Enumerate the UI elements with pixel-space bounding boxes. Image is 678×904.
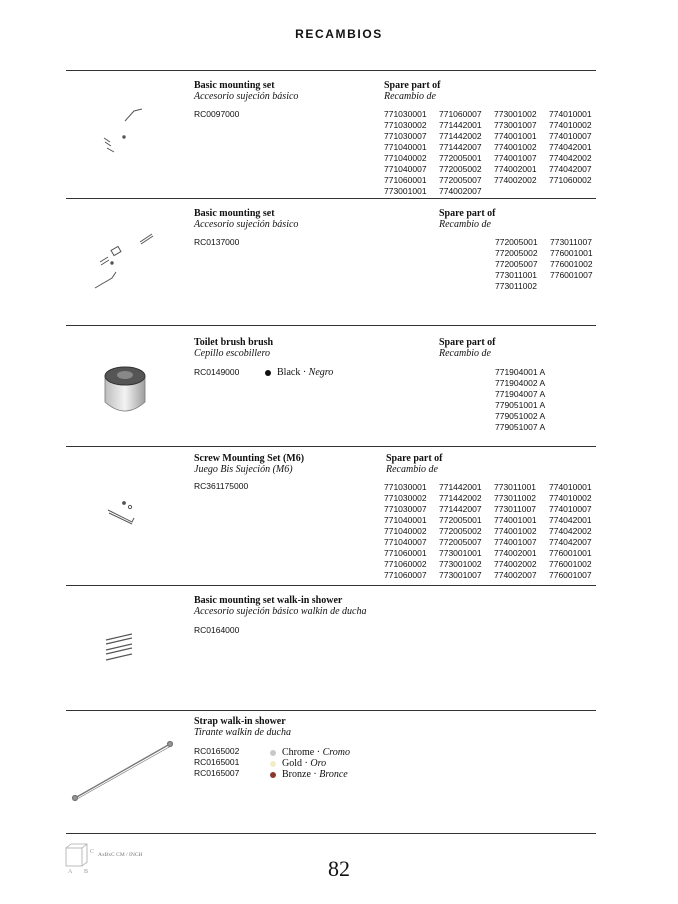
part-number: 771040002 — [384, 526, 427, 536]
finish-name-es: Cromo — [322, 747, 350, 758]
color-swatch — [265, 370, 271, 376]
part-number: 771030007 — [384, 504, 427, 514]
spare-part-subtitle: Recambio de — [384, 91, 436, 102]
finish-separator: · — [302, 758, 311, 769]
part-number: 774002001 — [494, 548, 537, 558]
mounting-set-illustration — [92, 230, 156, 292]
color-swatch — [270, 772, 276, 778]
product-subtitle: Cepillo escobillero — [194, 348, 271, 359]
part-number: 771442001 — [439, 120, 482, 130]
part-number: 771060002 — [549, 175, 592, 185]
part-number: 771040007 — [384, 164, 427, 174]
product-subtitle: Accesorio sujeción básico — [194, 91, 299, 102]
finish-name: Bronze — [282, 769, 311, 780]
finish-option-gold — [270, 758, 326, 769]
part-number: 776001007 — [550, 270, 593, 280]
finish-name: Chrome — [282, 747, 315, 758]
part-number: 772005002 — [439, 164, 482, 174]
dimension-legend: AxBxC CM / INCH — [98, 852, 143, 858]
part-number: 776001001 — [550, 248, 593, 258]
part-number: 774010007 — [549, 131, 592, 141]
product-code: RC0137000 — [194, 237, 240, 247]
part-number: 773011001 — [494, 482, 536, 492]
part-number: 772005007 — [439, 537, 482, 547]
part-number: 771442007 — [439, 142, 482, 152]
spare-part-list — [384, 482, 604, 581]
part-number: 776001002 — [549, 559, 592, 569]
part-number: 771060007 — [439, 109, 482, 119]
spare-part-title: Spare part of — [384, 80, 441, 91]
part-number: 774001001 — [494, 515, 537, 525]
finish-separator: · — [310, 769, 320, 780]
dim-label-b: B — [84, 869, 89, 875]
part-number: 774001001 — [494, 131, 537, 141]
finish-name-es: Negro — [308, 367, 334, 378]
part-number: 779051001 A — [495, 400, 546, 410]
part-number: 774042002 — [549, 526, 592, 536]
part-number: 771060001 — [384, 548, 427, 558]
product-subtitle: Tirante walkin de ducha — [194, 727, 291, 738]
dim-label-a: A — [68, 869, 73, 875]
part-number: 774002007 — [439, 186, 482, 196]
part-number: 771904002 A — [495, 378, 546, 388]
part-number: 774001002 — [494, 142, 537, 152]
part-number: 779051002 A — [495, 411, 546, 421]
part-number: 774001007 — [494, 153, 537, 163]
spare-part-title: Spare part of — [439, 337, 496, 348]
part-number: 771904007 A — [495, 389, 546, 399]
spare-part-title: Spare part of — [439, 208, 496, 219]
part-number: 773011001 — [495, 270, 537, 280]
part-number: 776001002 — [550, 259, 593, 269]
spare-part-subtitle: Recambio de — [439, 348, 491, 359]
finish-option-bronze — [270, 769, 348, 780]
part-number: 774010002 — [549, 493, 592, 503]
spare-part-subtitle: Recambio de — [386, 464, 438, 475]
part-number: 771030002 — [384, 120, 427, 130]
part-number: 774042001 — [549, 142, 592, 152]
part-number: 774010007 — [549, 504, 592, 514]
part-number: 773011002 — [494, 493, 536, 503]
finish-name-es: Bronce — [319, 769, 348, 780]
part-number: 771040007 — [384, 537, 427, 547]
finish-separator: · — [314, 747, 323, 758]
section-divider — [66, 585, 596, 586]
part-number: 776001007 — [549, 570, 592, 580]
part-number: 776001001 — [549, 548, 592, 558]
product-code: RC0164000 — [194, 625, 240, 635]
walk-in-mounting-illustration — [104, 632, 140, 662]
part-number: 773001007 — [439, 570, 482, 580]
page-number: 82 — [328, 856, 350, 881]
product-title: Basic mounting set walk-in shower — [194, 595, 343, 606]
part-number: 772005002 — [439, 526, 482, 536]
part-number: 771030007 — [384, 131, 427, 141]
dim-label-c: C — [90, 849, 95, 855]
part-number: 771040002 — [384, 153, 427, 163]
finish-name: Black — [277, 367, 301, 378]
finish-name-es: Oro — [310, 758, 327, 769]
part-number: 774002007 — [494, 570, 537, 580]
variant-code: RC0165001 — [194, 757, 240, 767]
page-header: RECAMBIOS — [295, 27, 383, 41]
part-number: 771442007 — [439, 504, 482, 514]
part-number: 771060007 — [384, 570, 427, 580]
part-number: 773001002 — [439, 559, 482, 569]
product-title: Toilet brush brush — [194, 337, 274, 348]
part-number: 779051007 A — [495, 422, 546, 432]
screw-set-illustration — [104, 498, 140, 526]
toilet-brush-illustration — [100, 362, 150, 416]
product-subtitle: Accesorio sujeción básico walkin de ducha — [194, 606, 367, 617]
product-code: RC0097000 — [194, 109, 240, 119]
spare-part-list — [495, 367, 550, 433]
part-number: 774010002 — [549, 120, 592, 130]
part-number: 774001002 — [494, 526, 537, 536]
part-number: 771030002 — [384, 493, 427, 503]
product-title: Strap walk-in shower — [194, 716, 286, 727]
spare-part-subtitle: Recambio de — [439, 219, 491, 230]
section-divider — [66, 70, 596, 71]
section-divider — [66, 446, 596, 447]
part-number: 774001007 — [494, 537, 537, 547]
part-number: 771442002 — [439, 493, 482, 503]
finish-name: Gold — [282, 758, 302, 769]
part-number: 773011007 — [494, 504, 536, 514]
finish-separator: · — [300, 367, 309, 378]
part-number: 771040001 — [384, 142, 427, 152]
part-number: 772005007 — [439, 175, 482, 185]
part-number: 774002002 — [494, 175, 537, 185]
part-number: 771904001 A — [495, 367, 546, 377]
part-number: 773001002 — [494, 109, 537, 119]
product-title: Screw Mounting Set (M6) — [194, 453, 305, 464]
part-number: 772005001 — [439, 153, 482, 163]
part-number: 771060001 — [384, 175, 427, 185]
product-title: Basic mounting set — [194, 208, 275, 219]
part-number: 773011002 — [495, 281, 537, 291]
part-number: 772005001 — [439, 515, 482, 525]
strap-illustration — [70, 738, 176, 804]
part-number: 774002001 — [494, 164, 537, 174]
finish-option-chrome — [270, 747, 350, 758]
part-number: 773001001 — [384, 186, 427, 196]
part-number: 774010001 — [549, 482, 592, 492]
part-number: 771030001 — [384, 109, 427, 119]
part-number: 774042007 — [549, 537, 592, 547]
spare-part-list — [384, 109, 604, 197]
part-number: 774002002 — [494, 559, 537, 569]
section-divider — [66, 833, 596, 834]
part-number: 774042002 — [549, 153, 592, 163]
section-divider — [66, 325, 596, 326]
mounting-set-illustration — [98, 108, 148, 156]
color-swatch — [270, 750, 276, 756]
part-number: 773011007 — [550, 237, 592, 247]
part-number: 774010001 — [549, 109, 592, 119]
part-number: 773001001 — [439, 548, 482, 558]
part-number: 772005001 — [495, 237, 538, 247]
part-number: 774042007 — [549, 164, 592, 174]
product-code: RC0149000 — [194, 367, 240, 377]
product-title: Basic mounting set — [194, 80, 275, 91]
finish-option-black — [265, 367, 333, 378]
part-number: 771040001 — [384, 515, 427, 525]
part-number: 772005002 — [495, 248, 538, 258]
section-divider — [66, 710, 596, 711]
product-code: RC361175000 — [194, 481, 249, 491]
spare-part-title: Spare part of — [386, 453, 443, 464]
product-subtitle: Accesorio sujeción básico — [194, 219, 299, 230]
color-swatch — [270, 761, 276, 767]
part-number: 771060002 — [384, 559, 427, 569]
part-number: 771442001 — [439, 482, 482, 492]
spare-part-list — [495, 237, 605, 292]
variant-code: RC0165007 — [194, 768, 240, 778]
product-subtitle: Juego Bis Sujeción (M6) — [194, 464, 293, 475]
part-number: 771030001 — [384, 482, 427, 492]
variant-code: RC0165002 — [194, 746, 240, 756]
part-number: 772005007 — [495, 259, 538, 269]
section-divider — [66, 198, 596, 199]
part-number: 773001007 — [494, 120, 537, 130]
part-number: 774042001 — [549, 515, 592, 525]
part-number: 771442002 — [439, 131, 482, 141]
